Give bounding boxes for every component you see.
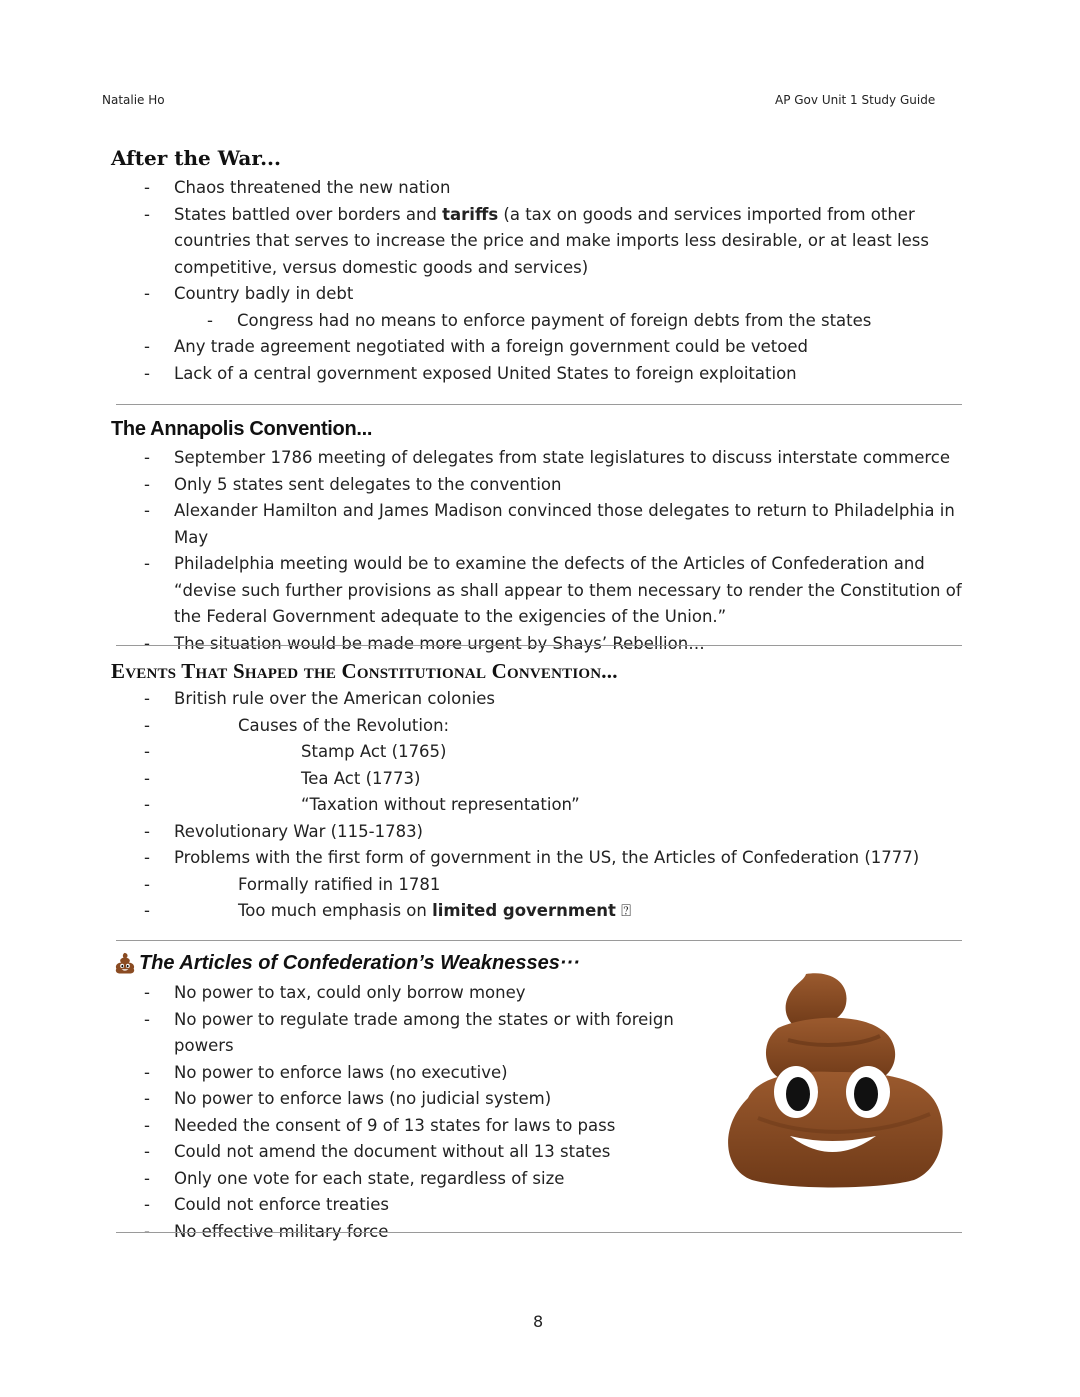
header-author: Natalie Ho (102, 93, 165, 107)
header-doc-title: AP Gov Unit 1 Study Guide (775, 93, 936, 107)
poop-emoji-icon (718, 968, 948, 1190)
list-item: - No power to tax, could only borrow money (144, 983, 526, 1002)
list-item: - September 1786 meeting of delegates from state legislatures to discuss interstate commerce (144, 448, 950, 467)
after-war-list (144, 175, 974, 387)
section-divider (116, 1232, 962, 1233)
list-item: - Chaos threatened the new nation (144, 178, 451, 197)
list-item: - Stamp Act (1765) (144, 742, 447, 761)
list-item: - No power to regulate trade among the states or with foreign powers (144, 1009, 674, 1055)
list-item: - No effective military force (144, 1221, 389, 1241)
list-item: - States battled over borders and tariffs (a tax on goods and services imported from other countries that serves to increase the price and make imports less desirable, or at least less competitive, versus domestic goods and services) (144, 204, 929, 277)
list-item: - Country badly in debt (144, 284, 354, 303)
weaknesses-list (144, 980, 734, 1245)
list-item: - Could not enforce treaties (144, 1195, 389, 1214)
page-number: 8 (533, 1312, 544, 1331)
list-item: - Any trade agreement negotiated with a foreign government could be vetoed (144, 337, 808, 356)
list-item: - Too much emphasis on limited government ⍰ (144, 901, 632, 920)
list-item: - Problems with the first form of government in the US, the Articles of Confederation (1777) (144, 848, 920, 867)
list-item: - Formally ratified in 1781 (144, 874, 441, 894)
list-item: - Tea Act (1773) (144, 768, 421, 788)
section-title-events: Events That Shaped the Constitutional Convention... (111, 659, 618, 683)
section-divider (116, 645, 962, 646)
list-item: - Philadelphia meeting would be to examine the defects of the Articles of Confederation and “devise such further provisions as shall appear to them necessary to render the Constitution of the Federal Government adequate to the exigencies of the Union.” (144, 554, 962, 626)
limited-government-term: limited government (432, 901, 616, 920)
list-item: - Only one vote for each state, regardless of size (144, 1168, 565, 1188)
list-item: - The situation would be made more urgent by Shays’ Rebellion… (144, 633, 705, 653)
list-item: - “Taxation without representation” (144, 795, 580, 814)
list-item: - Only 5 states sent delegates to the convention (144, 474, 562, 494)
list-item: - Revolutionary War (115-1783) (144, 821, 423, 841)
list-item: - No power to enforce laws (no executive) (144, 1062, 508, 1082)
list-item: - Needed the consent of 9 of 13 states for laws to pass (144, 1115, 616, 1135)
section-divider (116, 404, 962, 405)
annapolis-list (144, 445, 974, 657)
section-divider (116, 940, 962, 941)
section-title-after-the-war: After the War... (111, 146, 281, 170)
list-item: - Causes of the Revolution: (144, 715, 450, 735)
list-item: - Alexander Hamilton and James Madison convinced those delegates to return to Philadelphia in May (144, 501, 955, 547)
list-item: - No power to enforce laws (no judicial system) (144, 1089, 552, 1108)
section-title-annapolis-convention: The Annapolis Convention... (111, 418, 373, 440)
poop-emoji-icon (113, 951, 137, 975)
section-title-articles-weaknesses: The Articles of Confederation’s Weaknesses··· (113, 951, 580, 975)
list-item: - Congress had no means to enforce payment of foreign debts from the states (207, 310, 872, 330)
list-item: - Could not amend the document without all 13 states (144, 1142, 611, 1161)
list-item: - British rule over the American colonies (144, 689, 496, 708)
list-item: - Lack of a central government exposed United States to foreign exploitation (144, 363, 797, 383)
events-list (144, 686, 964, 925)
tariffs-term: tariffs (442, 204, 499, 224)
